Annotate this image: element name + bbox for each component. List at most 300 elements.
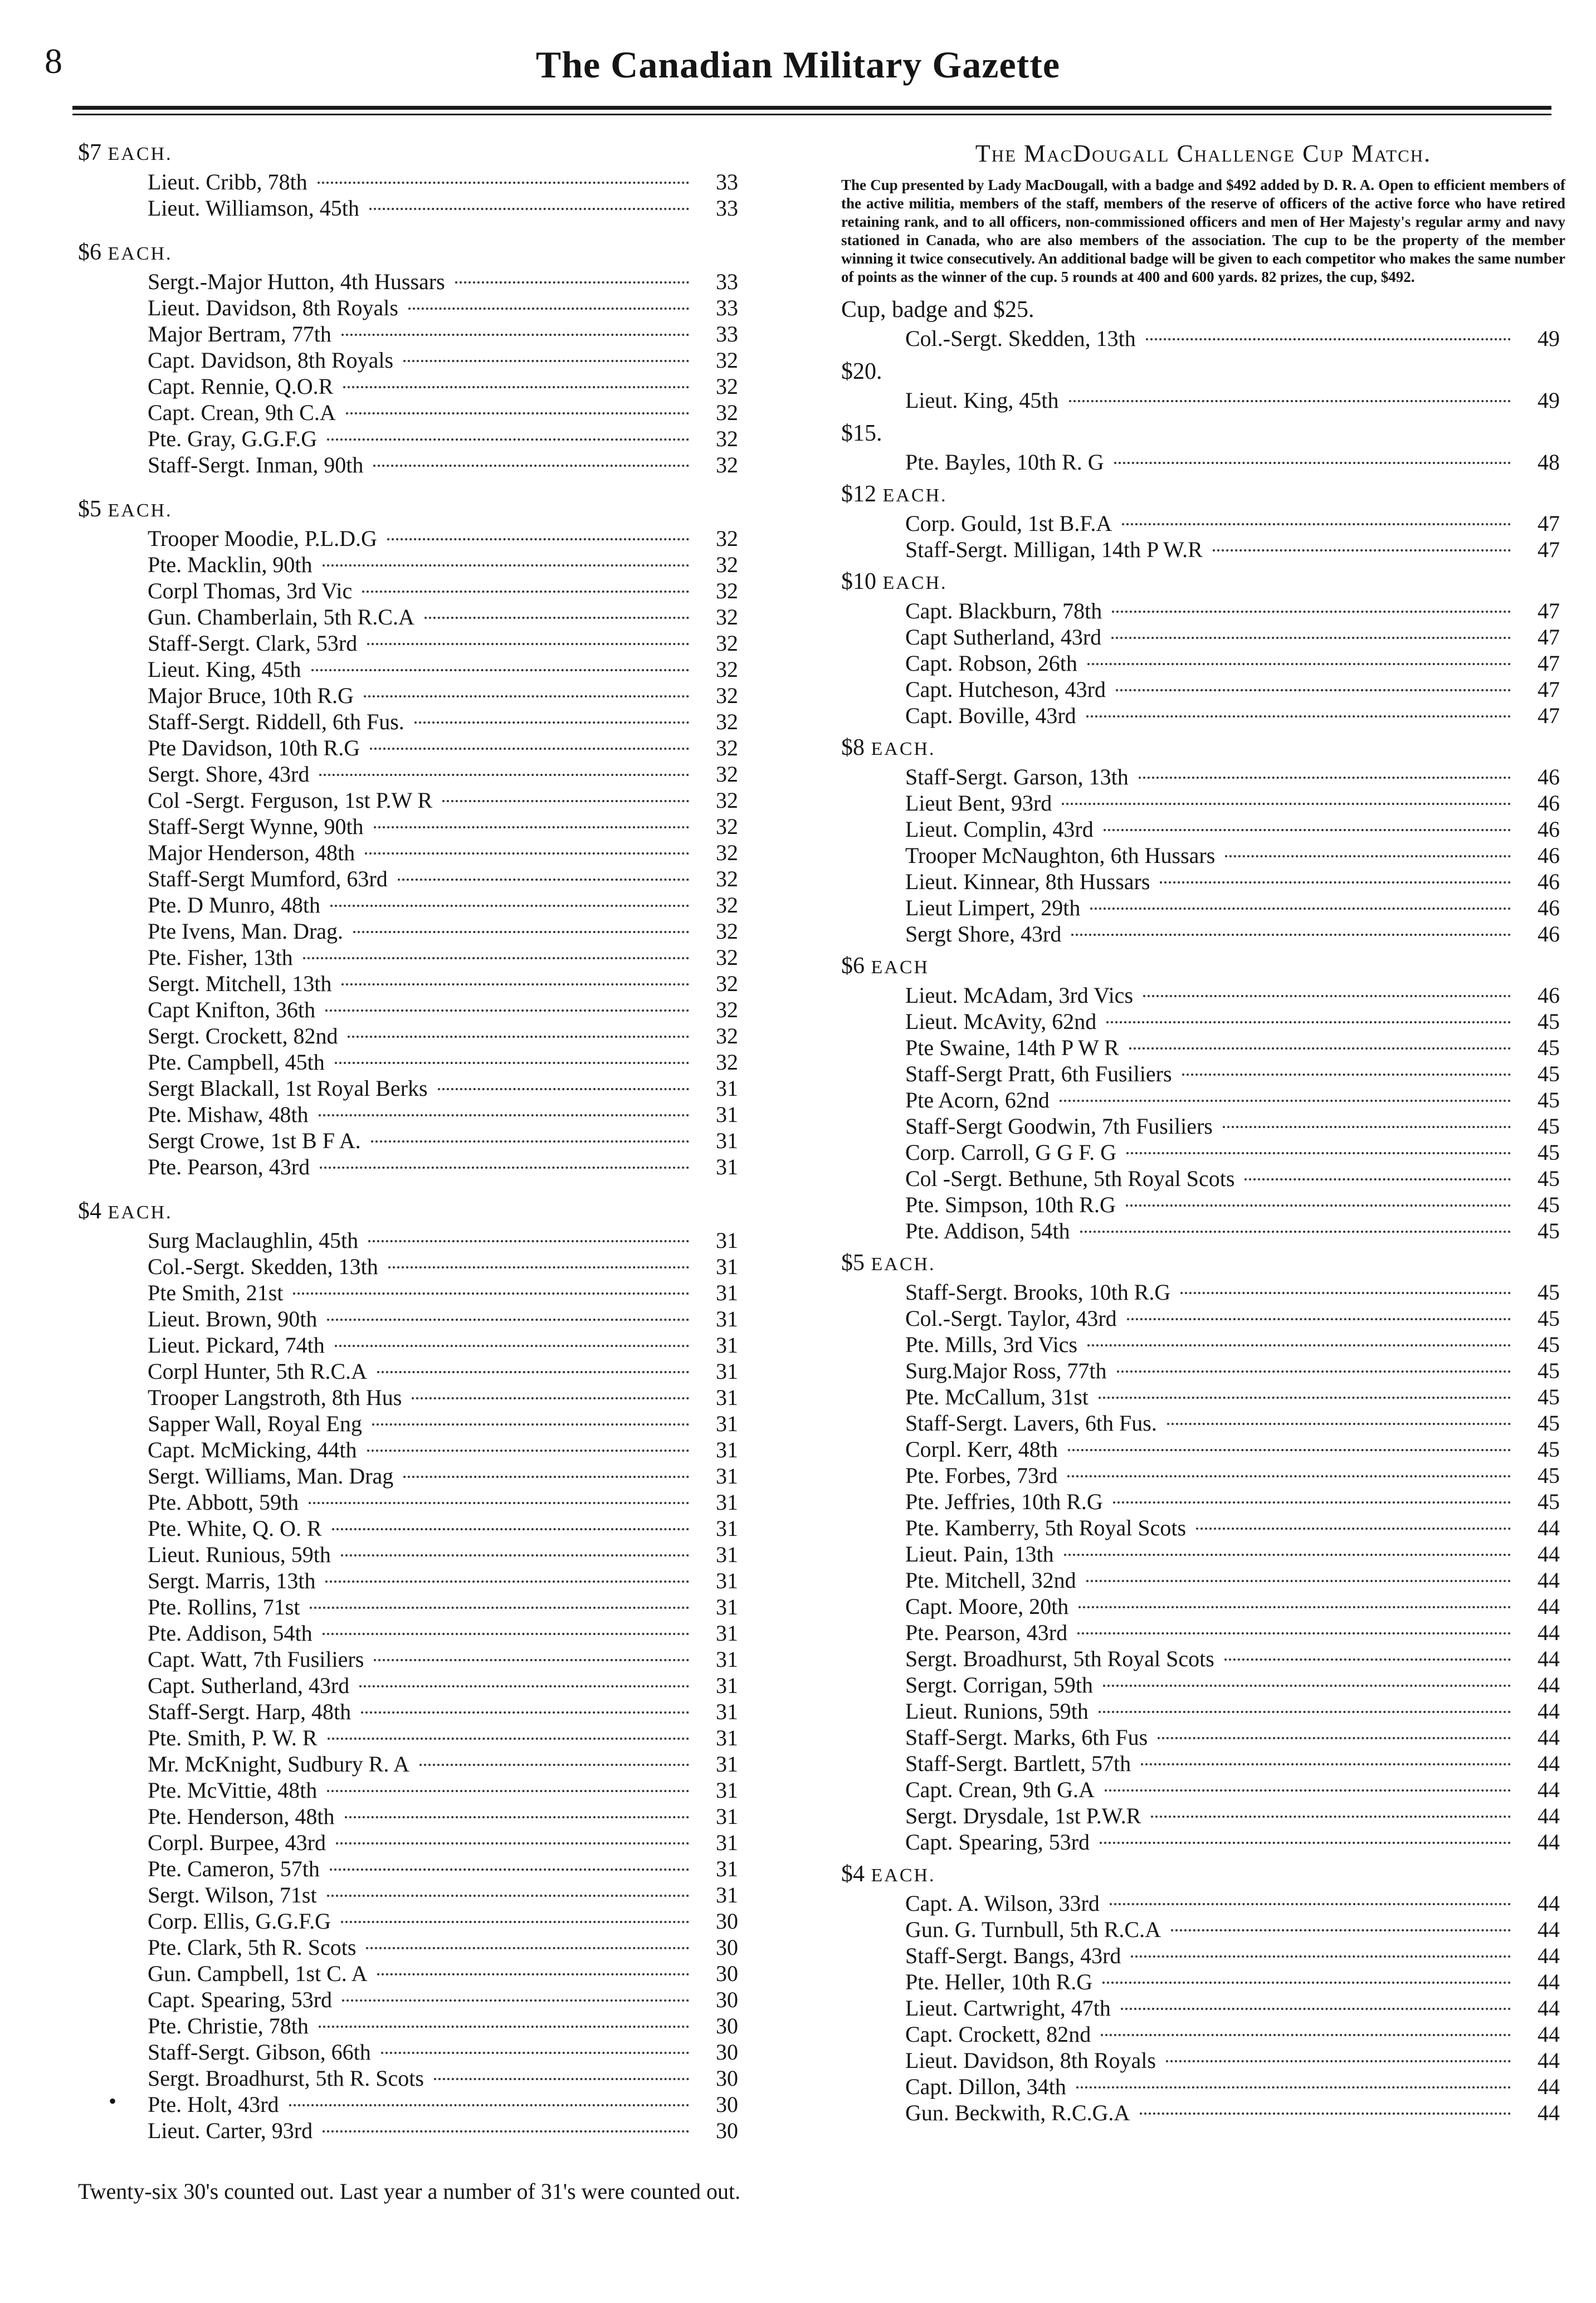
- competitor-score: 31: [716, 1154, 738, 1179]
- list-item: [841, 1777, 1560, 1803]
- competitor-score: 32: [716, 578, 738, 603]
- competitor-name: Lieut Limpert, 29th: [905, 895, 1081, 920]
- dot-leader: [353, 931, 689, 933]
- list-item: [841, 842, 1560, 868]
- competitor-score: 47: [1538, 511, 1560, 536]
- competitor-score: 32: [716, 1023, 738, 1048]
- prize-group-heading: [78, 495, 746, 525]
- competitor-score: 31: [716, 1673, 738, 1698]
- dot-leader: [1158, 1737, 1511, 1739]
- list-item: [78, 1253, 738, 1280]
- list-item: [78, 552, 738, 578]
- competitor-name: Corpl Thomas, 3rd Vic: [148, 578, 353, 603]
- dot-leader: [455, 281, 689, 284]
- competitor-score: 46: [1538, 764, 1560, 789]
- dot-leader: [319, 2026, 689, 2028]
- list-item: [841, 2073, 1560, 2100]
- competitor-score: 32: [716, 919, 738, 944]
- prize-label: EACH.: [871, 739, 936, 759]
- competitor-name: Staff-Sergt. Bartlett, 57th: [905, 1751, 1131, 1776]
- list-item: [78, 2117, 738, 2144]
- dot-leader: [1099, 1397, 1511, 1399]
- competitor-name: Sergt. Shore, 43rd: [148, 762, 310, 787]
- dot-leader: [367, 643, 689, 645]
- dot-leader: [327, 1790, 689, 1792]
- dot-leader: [345, 1816, 689, 1818]
- dot-leader: [434, 2078, 689, 2080]
- dot-leader: [1160, 881, 1511, 884]
- prize-label: EACH.: [882, 485, 948, 506]
- competitor-name: Corpl. Kerr, 48th: [905, 1437, 1058, 1462]
- list-item: [841, 764, 1560, 790]
- competitor-name: Col.-Sergt. Skedden, 13th: [905, 326, 1136, 351]
- competitor-name: Sergt. Mitchell, 13th: [148, 971, 332, 996]
- competitor-score: 31: [716, 1751, 738, 1777]
- competitor-score: 30: [716, 2013, 738, 2038]
- dot-leader: [1101, 2034, 1511, 2036]
- competitor-name: Corpl. Burpee, 43rd: [148, 1830, 326, 1855]
- list-item: [78, 1934, 738, 1960]
- list-item: [841, 1087, 1560, 1113]
- dot-leader: [1223, 1126, 1511, 1128]
- dot-leader: [1225, 855, 1511, 857]
- list-item: [78, 373, 738, 399]
- list-item: [78, 1358, 738, 1384]
- dot-leader: [1106, 1021, 1511, 1023]
- competitor-score: 33: [716, 169, 738, 194]
- list-item: [841, 1969, 1560, 1995]
- competitor-score: 32: [716, 892, 738, 918]
- competitor-score: 45: [1538, 1140, 1560, 1165]
- prize-label: EACH.: [108, 243, 173, 264]
- list-item: [841, 1305, 1560, 1331]
- list-item: [78, 1751, 738, 1777]
- list-item: [78, 452, 738, 478]
- competitor-name: Staff-Sergt. Milligan, 14th P W.R: [905, 537, 1203, 562]
- list-item: [78, 1489, 738, 1515]
- list-item: [78, 1882, 738, 1908]
- dot-leader: [1213, 549, 1511, 552]
- list-item: [78, 1672, 738, 1699]
- dot-leader: [319, 774, 689, 776]
- competitor-name: Pte. Mills, 3rd Vics: [905, 1332, 1078, 1357]
- dot-leader: [1151, 1816, 1511, 1818]
- dot-leader: [1126, 1152, 1511, 1154]
- competitor-score: 44: [1538, 1594, 1560, 1619]
- list-item: [78, 269, 738, 295]
- competitor-score: 47: [1538, 651, 1560, 676]
- competitor-name: Lieut. Carter, 93rd: [148, 2118, 313, 2143]
- dot-leader: [335, 1345, 689, 1347]
- dot-leader: [1076, 2086, 1511, 2089]
- competitor-score: 45: [1538, 1087, 1560, 1113]
- competitor-score: 49: [1538, 388, 1560, 413]
- dot-leader: [323, 1633, 689, 1635]
- dot-leader: [1224, 1658, 1511, 1661]
- list-item: [841, 1916, 1560, 1943]
- competitor-name: Capt. Davidson, 8th Royals: [148, 348, 394, 373]
- list-item: [78, 918, 738, 944]
- list-item: [78, 1384, 738, 1411]
- list-item: [78, 1908, 738, 1934]
- competitor-name: Corp. Carroll, G G F. G: [905, 1140, 1117, 1165]
- competitor-name: Pte. Gray, G.G.F.G: [148, 426, 318, 451]
- dot-leader: [1167, 1423, 1511, 1425]
- list-item: [841, 1331, 1560, 1358]
- competitor-score: 31: [716, 1778, 738, 1803]
- competitor-name: Staff-Sergt. Marks, 6th Fus: [905, 1725, 1148, 1750]
- competitor-score: 31: [716, 1725, 738, 1750]
- competitor-name: Capt. Hutcheson, 43rd: [905, 677, 1106, 702]
- dot-leader: [368, 1240, 689, 1242]
- competitor-name: Sergt. Williams, Man. Drag: [148, 1463, 394, 1489]
- dot-leader: [414, 721, 689, 724]
- right-column: [841, 138, 1565, 2130]
- list-item: [841, 1384, 1560, 1410]
- competitor-name: Pte. Christie, 78th: [148, 2013, 309, 2038]
- competitor-name: Surg.Major Ross, 77th: [905, 1358, 1107, 1383]
- competitor-name: Capt Knifton, 36th: [148, 997, 316, 1022]
- list-item: [78, 1101, 738, 1128]
- competitor-name: Capt. Watt, 7th Fusiliers: [148, 1647, 364, 1672]
- competitor-name: Pte Davidson, 10th R.G: [148, 735, 360, 760]
- list-item: [78, 944, 738, 970]
- competitor-score: 44: [1538, 1699, 1560, 1724]
- competitor-score: 31: [716, 1830, 738, 1855]
- dot-leader: [341, 1554, 689, 1557]
- competitor-score: 31: [716, 1490, 738, 1515]
- prize-group-heading: [841, 356, 1565, 387]
- prize-list: [841, 325, 1565, 352]
- competitor-score: 33: [716, 196, 738, 221]
- competitor-score: 44: [1538, 2074, 1560, 2099]
- competitor-score: 31: [716, 1359, 738, 1384]
- competitor-name: Capt. Spearing, 53rd: [148, 1987, 333, 2012]
- competitor-name: Lieut. King, 45th: [905, 388, 1059, 413]
- dot-leader: [330, 905, 689, 907]
- competitor-name: Staff-Sergt. Inman, 90th: [148, 452, 364, 477]
- prize-label: EACH.: [108, 1202, 173, 1223]
- dot-leader: [1143, 995, 1511, 997]
- dot-leader: [341, 1921, 689, 1923]
- prize-amount: $8: [841, 735, 865, 760]
- list-item: [841, 2047, 1560, 2073]
- list-item: [78, 1620, 738, 1646]
- list-item: [841, 1750, 1560, 1777]
- dot-leader: [303, 957, 689, 959]
- list-item: [78, 735, 738, 761]
- competitor-score: 44: [1538, 1943, 1560, 1968]
- competitor-score: 32: [716, 552, 738, 577]
- competitor-name: Col -Sergt. Bethune, 5th Royal Scots: [905, 1166, 1235, 1191]
- list-item: [841, 1218, 1560, 1244]
- list-item: [841, 1724, 1560, 1750]
- competitor-name: Gun. G. Turnbull, 5th R.C.A: [905, 1917, 1161, 1942]
- list-item: [78, 970, 738, 997]
- prize-label: EACH.: [882, 573, 948, 593]
- competitor-name: Capt. A. Wilson, 33rd: [905, 1891, 1100, 1916]
- dot-leader: [1129, 1047, 1511, 1050]
- dot-leader: [327, 1895, 689, 1897]
- competitor-score: 31: [716, 1333, 738, 1358]
- list-item: [841, 2021, 1560, 2047]
- prize-amount: $6: [78, 240, 101, 265]
- competitor-name: Pte Acorn, 62nd: [905, 1087, 1050, 1113]
- list-item: [78, 1987, 738, 2013]
- competitor-score: 44: [1538, 1672, 1560, 1697]
- competitor-score: 47: [1538, 624, 1560, 650]
- list-item: [841, 1943, 1560, 1969]
- competitor-name: Pte Smith, 21st: [148, 1280, 284, 1305]
- prize-group-heading: [78, 238, 746, 269]
- prize-group-heading: [841, 294, 1565, 325]
- prize-label: EACH: [871, 957, 930, 978]
- list-item: [841, 1567, 1560, 1593]
- list-item: [841, 449, 1560, 475]
- competitor-score: 44: [1538, 1829, 1560, 1855]
- competitor-name: Pte. Clark, 5th R. Scots: [148, 1935, 357, 1960]
- competitor-name: Staff-Sergt Wynne, 90th: [148, 814, 364, 839]
- list-item: [841, 510, 1560, 536]
- competitor-name: Sergt.-Major Hutton, 4th Hussars: [148, 269, 445, 294]
- competitor-score: 32: [716, 526, 738, 551]
- dot-leader: [309, 1502, 689, 1504]
- list-item: [78, 840, 738, 866]
- list-item: [841, 1008, 1560, 1035]
- dot-leader: [323, 564, 689, 567]
- dot-leader: [293, 1292, 689, 1295]
- competitor-name: Pte. Forbes, 73rd: [905, 1463, 1058, 1488]
- competitor-name: Sergt. Corrigan, 59th: [905, 1672, 1094, 1697]
- competitor-score: 32: [716, 374, 738, 399]
- prize-list: [78, 269, 746, 478]
- dot-leader: [1069, 400, 1511, 402]
- list-item: [78, 1075, 738, 1101]
- header-rule-thick: [72, 106, 1551, 110]
- competitor-name: Lieut. Davidson, 8th Royals: [148, 295, 398, 320]
- list-item: [841, 1593, 1560, 1619]
- dot-leader: [1244, 1178, 1511, 1180]
- list-item: [78, 347, 738, 373]
- list-item: [841, 1995, 1560, 2021]
- list-item: [841, 1672, 1560, 1698]
- competitor-score: 45: [1538, 1463, 1560, 1488]
- competitor-name: Staff-Sergt. Brooks, 10th R.G: [905, 1280, 1171, 1305]
- header-rule-thin: [72, 114, 1551, 115]
- competitor-name: Surg Maclaughlin, 45th: [148, 1228, 359, 1253]
- list-item: [841, 1165, 1560, 1192]
- competitor-score: 44: [1538, 1891, 1560, 1916]
- competitor-name: Capt. Dillon, 34th: [905, 2074, 1066, 2099]
- competitor-score: 31: [716, 1437, 738, 1462]
- list-item: [78, 630, 738, 656]
- competitor-name: Lieut. Runions, 59th: [905, 1699, 1089, 1724]
- competitor-score: 32: [716, 683, 738, 708]
- competitor-name: Capt. Crean, 9th C.A: [148, 400, 336, 425]
- competitor-score: 44: [1538, 1995, 1560, 2021]
- list-item: [841, 1462, 1560, 1489]
- competitor-name: Gun. Campbell, 1st C. A: [148, 1961, 368, 1986]
- dot-leader: [361, 1711, 689, 1714]
- competitor-score: 46: [1538, 921, 1560, 946]
- competitor-name: Lieut. Pain, 13th: [905, 1541, 1054, 1567]
- competitor-score: 32: [716, 657, 738, 682]
- competitor-name: Sergt. Broadhurst, 5th R. Scots: [148, 2066, 424, 2091]
- competitor-score: 32: [716, 452, 738, 477]
- competitor-score: 44: [1538, 2100, 1560, 2125]
- prize-amount: $7: [78, 140, 101, 165]
- dot-leader: [1117, 1370, 1511, 1373]
- dot-leader: [1122, 523, 1511, 525]
- dot-leader: [1071, 934, 1511, 936]
- competitor-name: Sergt Blackall, 1st Royal Berks: [148, 1076, 428, 1101]
- prize-list: [78, 525, 746, 1180]
- list-item: [841, 1619, 1560, 1646]
- competitor-name: Pte Ivens, Man. Drag.: [148, 919, 344, 944]
- prize-label: EACH.: [108, 144, 173, 164]
- competitor-name: Capt. Rennie, Q.O.R: [148, 374, 334, 399]
- competitor-name: Capt. Sutherland, 43rd: [148, 1673, 350, 1698]
- dot-leader: [1064, 1554, 1511, 1556]
- competitor-name: Lieut. Cartwright, 47th: [905, 1995, 1111, 2021]
- competitor-score: 32: [716, 971, 738, 996]
- competitor-name: Col.-Sergt. Taylor, 43rd: [905, 1306, 1117, 1331]
- list-item: [78, 997, 738, 1023]
- competitor-score: 45: [1538, 1437, 1560, 1462]
- dot-leader: [1077, 1632, 1511, 1634]
- competitor-name: Sapper Wall, Royal Eng: [148, 1411, 362, 1436]
- competitor-score: 44: [1538, 1725, 1560, 1750]
- competitor-name: Lieut. Kinnear, 8th Hussars: [905, 869, 1150, 894]
- prize-amount: $10: [841, 569, 876, 594]
- competitor-score: 46: [1538, 817, 1560, 842]
- list-item: [841, 1139, 1560, 1165]
- competitor-name: Pte. Fisher, 13th: [148, 945, 293, 970]
- competitor-name: Sergt. Crockett, 82nd: [148, 1023, 338, 1048]
- list-item: [841, 624, 1560, 650]
- competitor-name: Lieut. McAdam, 3rd Vics: [905, 983, 1134, 1008]
- competitor-score: 31: [716, 1568, 738, 1593]
- competitor-score: 47: [1538, 677, 1560, 702]
- competitor-score: 45: [1538, 1114, 1560, 1139]
- competitor-score: 45: [1538, 1035, 1560, 1060]
- prize-list: [841, 598, 1565, 729]
- dot-leader: [1068, 1449, 1511, 1451]
- dot-leader: [1182, 1074, 1511, 1076]
- prize-label: EACH.: [871, 1865, 936, 1886]
- competitor-score: 31: [716, 1594, 738, 1619]
- competitor-name: Col.-Sergt. Skedden, 13th: [148, 1254, 378, 1279]
- list-item: [841, 1113, 1560, 1139]
- competitor-score: 44: [1538, 1969, 1560, 1994]
- list-item: [841, 536, 1560, 563]
- competitor-name: Pte. D Munro, 48th: [148, 892, 320, 918]
- list-item: [841, 1035, 1560, 1061]
- list-item: [841, 1192, 1560, 1218]
- competitor-name: Staff-Sergt. Harp, 48th: [148, 1699, 352, 1724]
- competitor-name: Pte. McCallum, 31st: [905, 1384, 1089, 1409]
- competitor-score: 44: [1538, 2048, 1560, 2073]
- prize-amount: $20.: [841, 359, 882, 384]
- dot-leader: [438, 1088, 689, 1090]
- list-item: [78, 578, 738, 604]
- list-item: [78, 604, 738, 630]
- competitor-name: Sergt Crowe, 1st B F A.: [148, 1128, 361, 1153]
- list-item: [78, 709, 738, 735]
- competitor-score: 32: [716, 1050, 738, 1075]
- dot-leader: [335, 1062, 689, 1064]
- competitor-score: 33: [716, 295, 738, 320]
- dot-leader: [367, 1450, 689, 1452]
- list-item: [78, 656, 738, 682]
- footnote: Twenty-six 30's counted out. Last year a number of 31's were counted out.: [78, 2179, 741, 2204]
- dot-leader: [1126, 1204, 1511, 1207]
- competitor-score: 45: [1538, 1192, 1560, 1217]
- competitor-score: 44: [1538, 1620, 1560, 1645]
- list-item: [78, 321, 738, 347]
- list-item: [78, 1803, 738, 1829]
- competitor-score: 30: [716, 1961, 738, 1986]
- competitor-score: 32: [716, 735, 738, 760]
- dot-leader: [365, 852, 689, 855]
- competitor-name: Lieut. Pickard, 74th: [148, 1333, 325, 1358]
- competitor-score: 32: [716, 709, 738, 734]
- competitor-name: Lieut. Cribb, 78th: [148, 169, 308, 194]
- dot-leader: [1171, 1929, 1511, 1931]
- dot-leader: [311, 669, 689, 671]
- competitor-score: 33: [716, 269, 738, 294]
- list-item: [78, 1594, 738, 1620]
- competitor-score: 30: [716, 2039, 738, 2065]
- competitor-name: Lieut. Williamson, 45th: [148, 196, 359, 221]
- dot-leader: [1140, 2112, 1511, 2115]
- list-item: [78, 1306, 738, 1332]
- dot-leader: [325, 1580, 689, 1583]
- dot-leader: [1127, 1318, 1511, 1320]
- competitor-name: Lieut. Davidson, 8th Royals: [905, 2048, 1156, 2073]
- prize-group-heading: [841, 418, 1565, 449]
- competitor-score: 31: [716, 1516, 738, 1541]
- list-item: [841, 1803, 1560, 1829]
- dot-leader: [323, 2130, 689, 2133]
- competitor-score: 31: [716, 1411, 738, 1436]
- list-item: [841, 982, 1560, 1008]
- list-item: [78, 399, 738, 426]
- list-item: [78, 1699, 738, 1725]
- list-item: [78, 1227, 738, 1253]
- dot-leader: [1103, 1685, 1511, 1687]
- dot-leader: [408, 308, 689, 310]
- competitor-name: Mr. McKnight, Sudbury R. A: [148, 1751, 410, 1777]
- list-item: [841, 1890, 1560, 1916]
- competitor-name: Pte. White, Q. O. R: [148, 1516, 322, 1541]
- competitor-score: 30: [716, 2092, 738, 2117]
- dot-leader: [371, 1140, 689, 1143]
- list-item: [841, 1646, 1560, 1672]
- prize-label: EACH.: [871, 1254, 936, 1275]
- list-item: [78, 1515, 738, 1541]
- list-item: [78, 1960, 738, 1987]
- competitor-score: 31: [716, 1542, 738, 1567]
- prize-label: EACH.: [108, 500, 173, 521]
- competitor-score: 48: [1538, 450, 1560, 475]
- list-item: [78, 1777, 738, 1803]
- competitor-score: 32: [716, 348, 738, 373]
- dot-leader: [1060, 1100, 1511, 1102]
- dot-leader: [381, 2052, 689, 2054]
- list-item: [78, 1829, 738, 1856]
- list-item: [841, 650, 1560, 676]
